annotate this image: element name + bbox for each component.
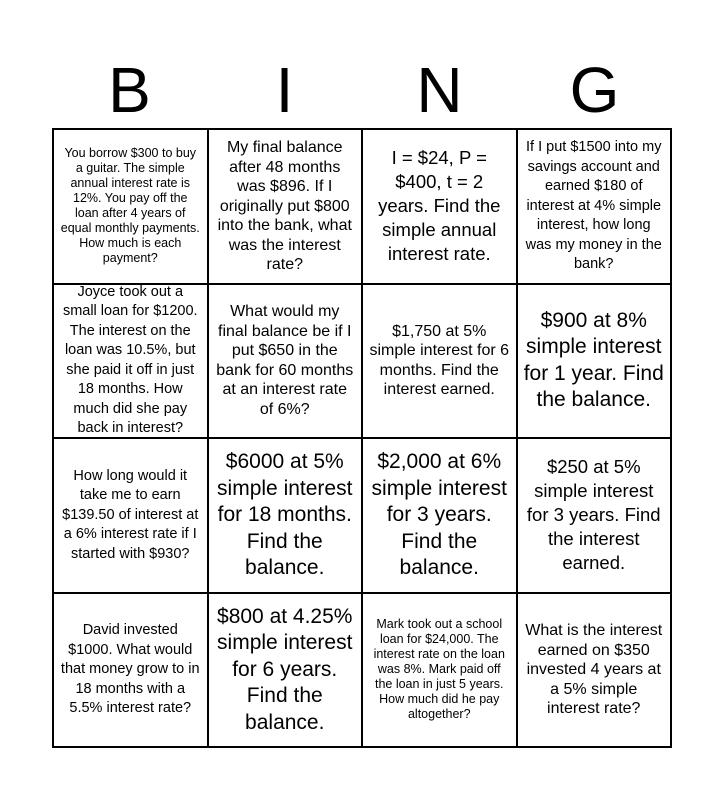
bingo-cell-text: David invested $1000. What would that money grow to in 18 months with a 5.5% interest rate? xyxy=(60,622,200,716)
bingo-cell xyxy=(518,285,673,440)
header-letter-n: N xyxy=(416,54,463,126)
bingo-cell xyxy=(363,439,518,594)
bingo-cell-text: I = $24, P = $400, t = 2 years. Find the simple annual interest rate. xyxy=(378,147,501,265)
bingo-cell-text: Joyce took out a small loan for $1200. The interest on the loan was 10.5%, but she paid it off in just 18 months. How much did she pay back in interest? xyxy=(62,284,198,437)
bingo-cell xyxy=(363,285,518,440)
bingo-cell-text: How long would it take me to earn $139.50 of interest at a 6% interest rate if I started with $930? xyxy=(62,467,199,562)
bingo-cell-text: $1,750 at 5% simple interest for 6 months. Find the interest earned. xyxy=(369,322,510,399)
bingo-cell xyxy=(518,439,673,594)
bingo-cell xyxy=(54,130,209,285)
header-letter-g: G xyxy=(569,54,620,126)
bingo-cell-text: If I put $1500 into my savings account and earned $180 of interest at 4% simple interest, how long was my money in the bank? xyxy=(525,139,662,272)
bingo-cell-text: $800 at 4.25% simple interest for 6 years. Find the balance. xyxy=(217,604,353,734)
bingo-cell-text: $900 at 8% simple interest for 1 year. Find the balance. xyxy=(523,308,664,412)
bingo-cell xyxy=(209,594,364,749)
bingo-header xyxy=(52,52,672,128)
bingo-cell xyxy=(209,285,364,440)
bingo-cell xyxy=(363,130,518,285)
bingo-cell-text: What would my final balance be if I put $650 in the bank for 60 months at an interest rate of 6%? xyxy=(216,303,354,418)
bingo-cell-text: You borrow $300 to buy a guitar. The simple annual interest rate is 12%. You pay off the loan after 4 years of equal monthly payments. How much is each payment? xyxy=(60,146,200,266)
bingo-cell-text: $2,000 at 6% simple interest for 3 years. Find the balance. xyxy=(371,450,507,579)
bingo-cell-text: What is the interest earned on $350 invested 4 years at a 5% simple interest rate? xyxy=(525,622,663,717)
bingo-cell xyxy=(209,130,364,285)
bingo-cell-text: $250 at 5% simple interest for 3 years. Find the interest earned. xyxy=(526,456,661,574)
bingo-cell-text: My final balance after 48 months was $896. If I originally put $800 into the bank, what was the interest rate? xyxy=(217,139,352,273)
bingo-cell xyxy=(54,285,209,440)
bingo-cell xyxy=(209,439,364,594)
bingo-cell xyxy=(518,594,673,749)
bingo-cell xyxy=(518,130,673,285)
header-letter-b: B xyxy=(108,54,151,126)
bingo-card-grid xyxy=(52,128,672,748)
bingo-cell xyxy=(54,594,209,749)
bingo-cell-text: Mark took out a school loan for $24,000. The interest rate on the loan was 8%. Mark paid off the loan in just 5 years. How much did he pay altogether? xyxy=(373,617,505,722)
header-letter-i: I xyxy=(275,54,294,126)
bingo-cell xyxy=(54,439,209,594)
bingo-cell xyxy=(363,594,518,749)
bingo-cell-text: $6000 at 5% simple interest for 18 months. Find the balance. xyxy=(217,450,353,579)
